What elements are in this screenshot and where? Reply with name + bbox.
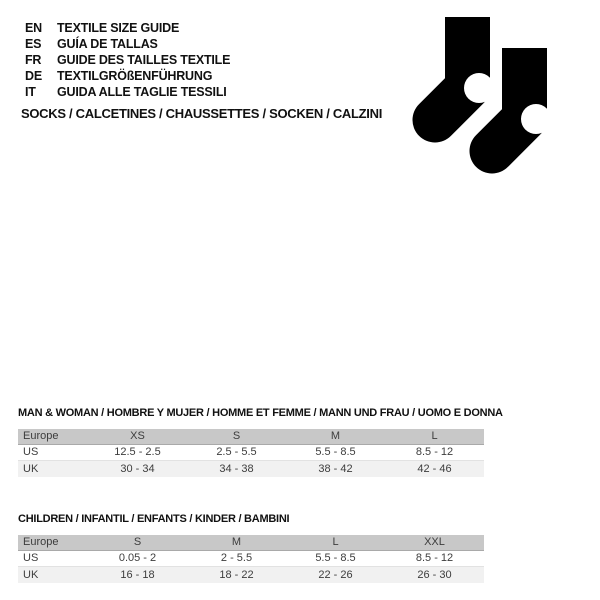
children-size-table (18, 535, 484, 583)
size-value: 34 - 38 (187, 461, 286, 478)
children-section (18, 512, 484, 583)
column-header-size: L (286, 535, 385, 551)
size-value: 16 - 18 (88, 567, 187, 584)
table-header-row (18, 535, 484, 551)
language-title-list (25, 20, 230, 100)
sock-back-shape (435, 17, 494, 120)
column-header-region: Europe (18, 429, 88, 445)
table-row (18, 461, 484, 478)
lang-row-en (25, 20, 230, 36)
row-label: US (18, 551, 88, 567)
column-header-region: Europe (18, 535, 88, 551)
sock-front-shape (492, 48, 551, 151)
lang-label: GUIDA ALLE TAGLIE TESSILI (57, 85, 227, 99)
man-woman-section (18, 406, 503, 477)
lang-label: TEXTILE SIZE GUIDE (57, 21, 180, 35)
size-value: 2.5 - 5.5 (187, 445, 286, 461)
size-value: 8.5 - 12 (385, 445, 484, 461)
lang-row-es (25, 36, 230, 52)
lang-row-fr (25, 52, 230, 68)
lang-label: TEXTILGRÖßENFÜHRUNG (57, 69, 213, 83)
table-row (18, 445, 484, 461)
table-header-row (18, 429, 484, 445)
size-value: 12.5 - 2.5 (88, 445, 187, 461)
column-header-size: M (187, 535, 286, 551)
row-label: US (18, 445, 88, 461)
column-header-size: S (88, 535, 187, 551)
table-row (18, 567, 484, 584)
man-woman-size-table (18, 429, 484, 477)
size-value: 30 - 34 (88, 461, 187, 478)
lang-label: GUIDE DES TAILLES TEXTILE (57, 53, 231, 67)
socks-icon (405, 13, 555, 183)
column-header-size: XXL (385, 535, 484, 551)
size-value: 22 - 26 (286, 567, 385, 584)
lang-code: EN (25, 21, 42, 35)
man-woman-table-title: MAN & WOMAN / HOMBRE Y MUJER / HOMME ET FEMME / MANN UND FRAU / UOMO E DONNA (18, 407, 503, 419)
size-value: 2 - 5.5 (187, 551, 286, 567)
size-value: 18 - 22 (187, 567, 286, 584)
size-value: 0.05 - 2 (88, 551, 187, 567)
lang-row-it (25, 84, 230, 100)
size-value: 8.5 - 12 (385, 551, 484, 567)
lang-label: GUÍA DE TALLAS (57, 37, 158, 51)
lang-code: IT (25, 85, 36, 99)
lang-code: DE (25, 69, 42, 83)
children-table-title: CHILDREN / INFANTIL / ENFANTS / KINDER / BAMBINI (18, 513, 290, 525)
size-value: 5.5 - 8.5 (286, 551, 385, 567)
row-label: UK (18, 567, 88, 584)
size-value: 42 - 46 (385, 461, 484, 478)
lang-row-de (25, 68, 230, 84)
column-header-size: L (385, 429, 484, 445)
lang-code: ES (25, 37, 42, 51)
row-label: UK (18, 461, 88, 478)
column-header-size: XS (88, 429, 187, 445)
size-value: 5.5 - 8.5 (286, 445, 385, 461)
category-heading: SOCKS / CALCETINES / CHAUSSETTES / SOCKEN / CALZINI (21, 106, 383, 121)
size-value: 26 - 30 (385, 567, 484, 584)
column-header-size: M (286, 429, 385, 445)
table-row (18, 551, 484, 567)
column-header-size: S (187, 429, 286, 445)
lang-code: FR (25, 53, 42, 67)
size-value: 38 - 42 (286, 461, 385, 478)
